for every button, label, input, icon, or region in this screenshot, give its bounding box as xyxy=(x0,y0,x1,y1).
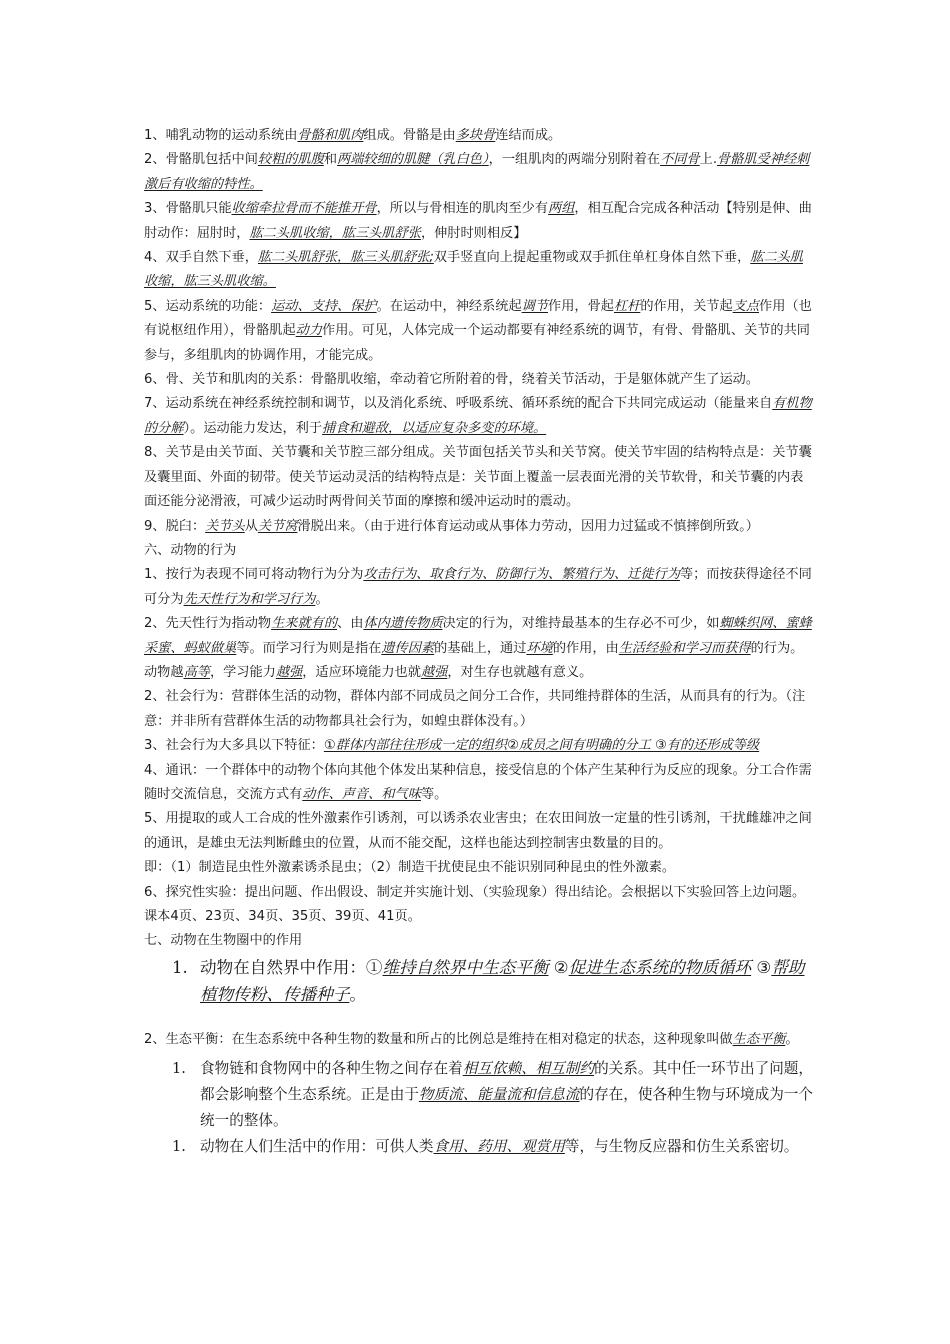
list-item-text xyxy=(200,958,805,1004)
text-run: 2、社会行为：营群体生活的动物，群体内部不同成员之间分工合作，共同维持群体的生活，从而具有的行为。（注意：并非所有营群体生活的动物都具社会行为，如蝗虫群体没有。） xyxy=(144,689,806,729)
underlined-key-term: 运动、支持、保护 xyxy=(271,298,377,314)
underlined-key-term: 食用、药用、观赏用 xyxy=(433,1138,565,1156)
underlined-key-term: 较粗的肌腹 xyxy=(257,152,324,168)
text-run: 的作用，由 xyxy=(552,640,619,656)
underlined-key-term: 动力 xyxy=(295,323,323,339)
paragraph xyxy=(144,807,814,856)
list-item xyxy=(144,1134,814,1160)
paragraph xyxy=(144,368,814,392)
underlined-key-term: 遗传因素 xyxy=(381,640,435,656)
text-run: 6、探究性实验：提出问题、作出假设、制定并实施计划、（实验现象）得出结论。会根据以下实验回答上边问题。课本4页、23页、34页、35页、39页、41页。 xyxy=(144,884,806,924)
underlined-key-term: 调节 xyxy=(521,298,549,314)
text-run: 。 xyxy=(315,591,329,607)
paragraph xyxy=(144,441,814,514)
text-run: 组成。骨骼是由 xyxy=(363,128,456,143)
underlined-key-term: 物质流、能量流和信息流 xyxy=(418,1086,580,1104)
list-number: 1. xyxy=(172,1138,186,1156)
paragraph xyxy=(144,148,814,197)
paragraph xyxy=(144,295,814,368)
text-run: 的作用，关节起 xyxy=(640,298,733,314)
text-run: 。 xyxy=(785,1031,799,1047)
underlined-key-term: 高等 xyxy=(183,664,210,680)
underlined-key-term: 动作、声音、和气味 xyxy=(302,786,421,802)
underlined-key-term: 骨骼肌受神经刺激后有收缩的特性。 xyxy=(144,152,810,192)
text-run: ③ xyxy=(751,957,772,977)
underlined-key-term: 肱二头肌收缩，肱三头肌收缩。 xyxy=(144,250,804,290)
text-run: 1、哺乳动物的运动系统由 xyxy=(144,128,298,143)
underlined-key-term: 关节窝 xyxy=(257,518,298,534)
text-run: 七、动物在生物圈中的作用 xyxy=(144,933,303,949)
underlined-key-term: 促进生态系统的物质循环 xyxy=(568,957,752,977)
paragraph xyxy=(144,563,814,612)
text-run: 双手竖直向上提起重物或双手抓住单杠身体自然下垂， xyxy=(433,250,751,266)
text-run: ，学习能力 xyxy=(209,664,276,680)
underlined-key-term: 先天性行为和学习行为 xyxy=(183,591,316,607)
underlined-key-term: 维持自然界中生态平衡 xyxy=(382,957,549,977)
underlined-key-term: 蜘蛛织网、蜜蜂采蜜、蚂蚁做巢 xyxy=(144,616,812,656)
text-run: 1、按行为表现不同可将动物行为分为 xyxy=(144,567,364,583)
text-run: 2、骨骼肌包括中间 xyxy=(144,152,258,168)
underlined-key-term: 捕食和避敌，以适应复杂多变的环境。 xyxy=(322,420,547,436)
text-run: 4、通讯：一个群体中的动物个体向其他个体发出某种信息，接受信息的个体产生某种行为反应的现象。分工合作需随时交流信息，交流方式有 xyxy=(144,762,812,802)
text-run: 即：（1）制造昆虫性外激素诱杀昆虫；（2）制造干扰使昆虫不能识别同种昆虫的性外激素。 xyxy=(144,860,676,876)
text-run: 。在运动中，神经系统起 xyxy=(376,298,522,314)
underlined-key-term: 两端较细的肌腱（乳白色） xyxy=(337,152,489,168)
paragraph-group-main xyxy=(144,124,814,954)
text-run: 食物链和食物网中的各种生物之间存在着 xyxy=(200,1060,463,1078)
paragraph xyxy=(144,856,814,880)
underlined-key-term: ①群体内部往往形成一定的组织②成员之间有明确的分工 ③有的还形成等级 xyxy=(323,738,760,754)
list-number: 1. xyxy=(172,1060,186,1078)
paragraph xyxy=(144,881,814,930)
underlined-key-term: 两组 xyxy=(548,201,575,217)
text-run: 的行为。动物越 xyxy=(144,640,804,680)
text-run: 动物在自然界中作用：① xyxy=(200,957,383,977)
paragraph xyxy=(144,197,814,246)
document-page xyxy=(144,124,814,1160)
text-run: 的基础上，通过 xyxy=(434,640,527,656)
underlined-key-term: 生活经验和学习而获得 xyxy=(618,640,751,656)
text-run: ，对生存也就越有意义。 xyxy=(447,664,593,680)
text-run: 作用，骨起 xyxy=(548,298,614,314)
text-run: 2、先天性行为指动物 xyxy=(144,616,272,632)
text-run: 8、关节是由关节面、关节囊和关节腔三部分组成。关节面包括关节头和关节窝。使关节牢固的结构特点是：关节囊及囊里面、外面的韧带。使关节运动灵活的结构特点是：关节面上覆盖一层表面光滑的关节软骨，和关节囊的内表面还能分泌滑液，可减少运动时两骨间关节面的摩擦和缓冲运动时的震动。 xyxy=(144,445,812,510)
underlined-key-term: 攻击行为、取食行为、防御行为、繁殖行为、迁徙行为 xyxy=(363,567,680,583)
text-run: 和 xyxy=(323,152,338,168)
text-run: 滑脱出来。（由于进行体育运动或从事体力劳动，因用力过猛或不慎摔倒所致。） xyxy=(297,518,759,534)
list-item-text xyxy=(200,1060,813,1129)
paragraph xyxy=(144,734,814,758)
underlined-key-term: 关节头 xyxy=(205,518,245,534)
paragraph xyxy=(144,515,814,539)
text-run: 动物在人们生活中的作用：可供人类 xyxy=(200,1138,434,1156)
paragraph xyxy=(144,246,814,295)
text-run: ，一组肌肉的两端分别附着在 xyxy=(488,152,661,168)
text-run: 作用（也有说枢纽作用），骨骼肌起 xyxy=(144,298,812,339)
text-run: 4、双手自然下垂， xyxy=(144,250,258,266)
text-run: 等。 xyxy=(420,786,448,802)
underlined-key-term: 帮助植物传粉、传播种子 xyxy=(200,957,805,1004)
text-run: ，伸肘时则相反】 xyxy=(420,225,527,241)
underlined-key-term: 有机物的分解 xyxy=(144,396,812,436)
underlined-key-term: 肱二头肌舒张，肱三头肌舒张; xyxy=(257,250,434,266)
text-run: 六、动物的行为 xyxy=(144,542,237,558)
underlined-key-term: 支点 xyxy=(732,298,760,314)
underlined-key-term: 生来就有的 xyxy=(271,616,338,632)
text-run: 等；而按获得途径不同可分为 xyxy=(144,567,812,607)
text-run: ，适应环境能力也就 xyxy=(302,664,421,680)
list-item xyxy=(144,1056,814,1134)
paragraph xyxy=(144,685,814,734)
text-run: 2、生态平衡：在生态系统中各种生物的数量和所占的比例总是维持在相对稳定的状态，这种现象叫做 xyxy=(144,1031,733,1047)
text-run: 等，与生物反应器和仿生关系密切。 xyxy=(564,1138,799,1156)
text-run: 的关系。其中任一环节出了问题，都会影响整个生态系统。正是由于 xyxy=(200,1060,813,1104)
underlined-key-term: 越强 xyxy=(420,664,448,680)
text-run: 上. xyxy=(699,152,718,168)
text-run: ，所以与骨相连的肌肉至少有 xyxy=(376,201,549,217)
underlined-key-term: 生态平衡 xyxy=(732,1031,786,1047)
underlined-key-term: 收缩牵拉骨而不能推开骨 xyxy=(231,201,377,217)
underlined-key-term: 环境 xyxy=(526,640,553,656)
text-run: 的存在，使各种生物与环境成为一个统一的整体。 xyxy=(200,1086,813,1130)
spacer xyxy=(144,1008,814,1028)
paragraph xyxy=(144,392,814,441)
text-run: 作用。可见，人体完成一个运动都要有神经系统的调节，有骨、骨骼肌、关节的共同参与，多组肌肉的协调作用，才能完成。 xyxy=(144,323,810,363)
text-run: 决定的行为，对维持最基本的生存必不可少，如 xyxy=(442,616,720,632)
text-run: 9、脱臼： xyxy=(144,518,206,534)
text-run: 从 xyxy=(244,518,258,534)
underlined-key-term: 肱二头肌收缩，肱三头肌舒张 xyxy=(249,225,421,241)
underlined-key-term: 骨骼和肌肉 xyxy=(297,128,364,143)
text-run: 、由 xyxy=(337,616,364,632)
text-run: 5、运动系统的功能： xyxy=(144,298,272,314)
list-number: 1. xyxy=(172,957,188,977)
text-run: 5、用提取的或人工合成的性外激素作引诱剂，可以诱杀农业害虫；在农田间放一定量的性引诱剂，干扰雌雄冲之间的通讯，是雄虫无法判断雌虫的位置，从而不能交配，这样也能达到控制害虫数量的目的。 xyxy=(144,811,812,851)
text-run: ）。运动能力发达，利于 xyxy=(183,420,323,436)
text-run: 3、社会行为大多具以下特征： xyxy=(144,738,324,754)
paragraph-ecological-balance xyxy=(144,1028,814,1052)
underlined-key-term: 体内遗传物质 xyxy=(363,616,443,632)
text-run: 。 xyxy=(349,984,366,1004)
paragraph xyxy=(144,612,814,685)
text-run: 连结而成。 xyxy=(495,128,562,143)
list-item-text xyxy=(200,1138,798,1155)
numbered-list-animal-roles xyxy=(144,954,814,1008)
underlined-key-term: 杠杆 xyxy=(613,298,641,314)
underlined-key-term: 不同骨 xyxy=(660,152,700,168)
underlined-key-term: 越强 xyxy=(275,664,303,680)
numbered-list-food-web xyxy=(144,1056,814,1160)
text-run: ，相互配合完成各种活动【特别是伸、曲肘动作：屈肘时， xyxy=(144,201,812,241)
text-run: 3、骨骼肌只能 xyxy=(144,201,232,217)
paragraph xyxy=(144,124,814,148)
text-run: 等。而学习行为则是指在 xyxy=(236,640,382,656)
list-item xyxy=(144,954,814,1008)
text-run: 6、骨、关节和肌肉的关系：骨骼肌收缩，牵动着它所附着的骨，绕着关节活动，于是躯体就产生了运动。 xyxy=(144,372,760,388)
paragraph xyxy=(144,759,814,808)
text-run: 7、运动系统在神经系统控制和调节，以及消化系统、呼吸系统、循环系统的配合下共同完成运动（能量来自 xyxy=(144,396,773,412)
underlined-key-term: 相互依赖、相互制约 xyxy=(462,1060,595,1078)
text-run: ② xyxy=(548,957,569,977)
underlined-key-term: 多块骨 xyxy=(455,128,496,143)
paragraph xyxy=(144,539,814,563)
paragraph xyxy=(144,929,814,953)
